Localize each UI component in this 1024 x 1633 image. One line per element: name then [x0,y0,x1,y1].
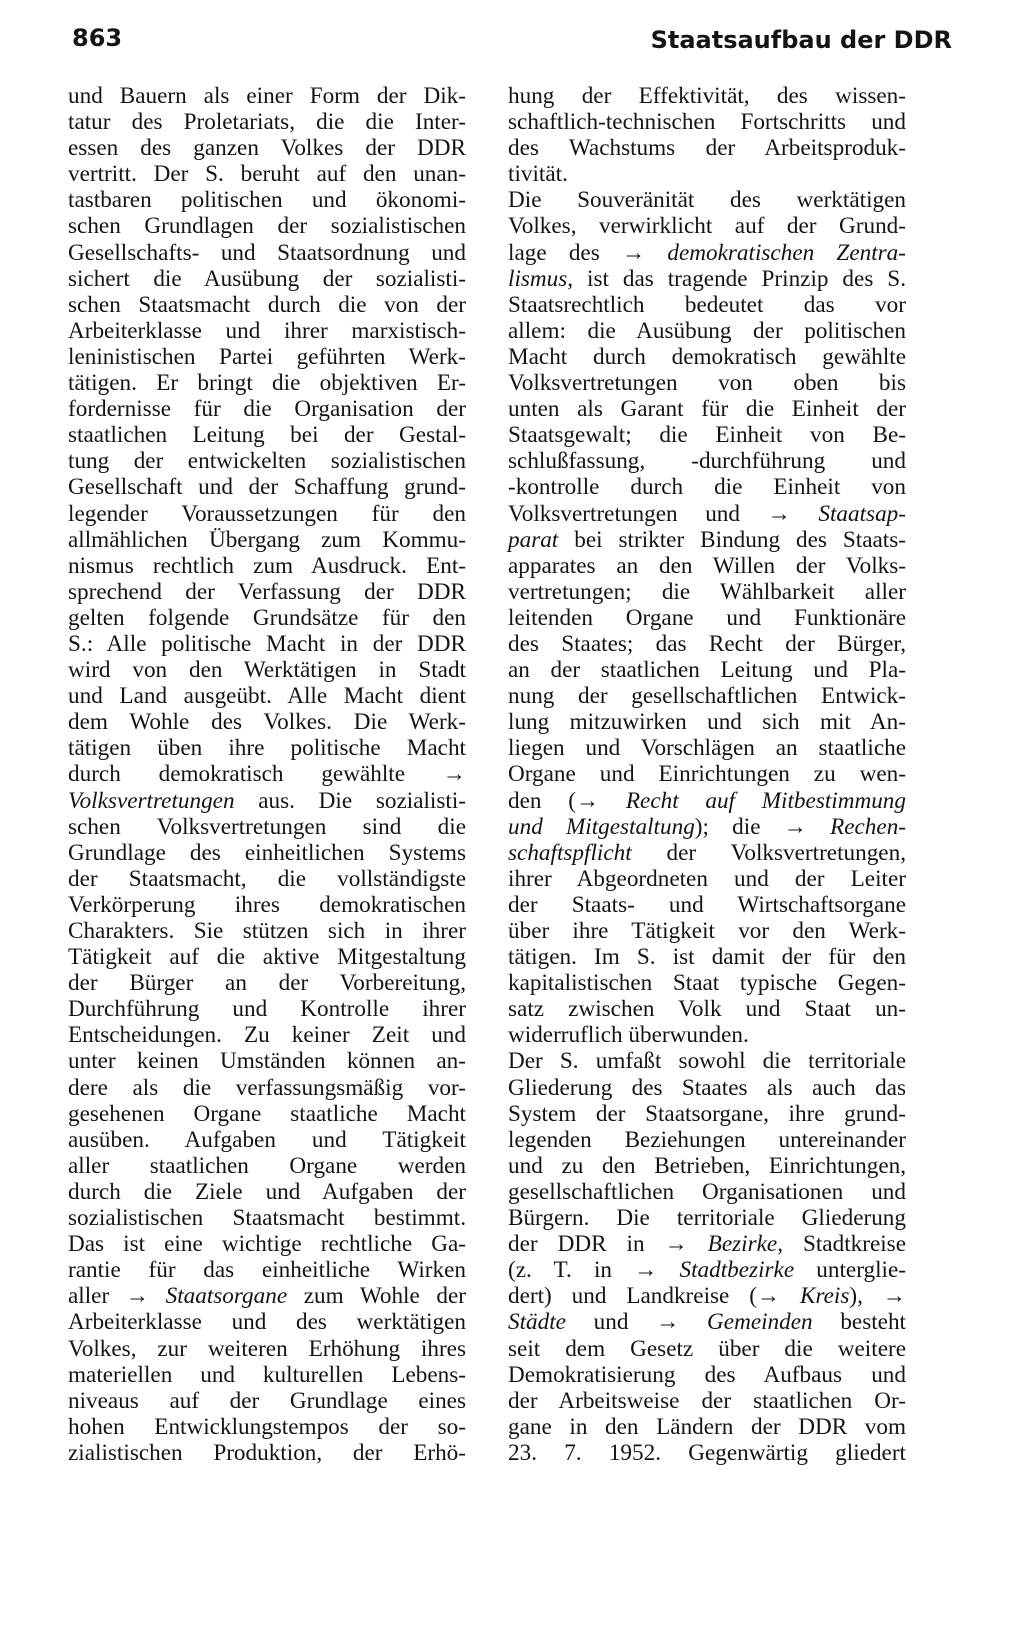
text-line: unter keinen Umständen können an- [68,1048,466,1075]
text-line: tung der entwickelten sozialistischen [68,448,466,475]
text-line: Organe und Einrichtungen zu wen- [508,761,906,788]
text-line: Städte und → Gemeinden besteht [508,1309,906,1336]
text-line: 23. 7. 1952. Gegenwärtig gliedert [508,1439,906,1466]
text-line: Verkörperung ihres demokratischen [68,891,466,918]
text-line: aller → Staatsorgane zum Wohle der [68,1283,466,1310]
text-line: Volksvertretungen aus. Die sozialisti- [68,787,466,814]
text-line: sichert die Ausübung der sozialisti- [68,265,466,292]
text-line: durch die Ziele und Aufgaben der [68,1178,466,1205]
text-line: leninistischen Partei geführten Werk- [68,343,466,370]
text-line: dere als die verfassungsmäßig vor- [68,1074,466,1101]
text-line: unten als Garant für die Einheit der [508,396,906,423]
text-line: Charakters. Sie stützen sich in ihrer [68,918,466,944]
text-line: leitenden Organe und Funktionäre [508,604,906,631]
text-line: Volkes, verwirklicht auf der Grund- [508,213,906,240]
text-line: sozialistischen Staatsmacht bestimmt. [68,1205,466,1232]
text-line: wird von den Werktätigen in Stadt [68,657,466,684]
text-line: Macht durch demokratisch gewählte [508,343,906,370]
text-line: Volksvertretungen und → Staatsap- [508,500,906,527]
text-line: an der staatlichen Leitung und Pla- [508,657,906,684]
text-line: kapitalistischen Staat typische Gegen- [508,970,906,997]
text-line: legenden Beziehungen untereinander [508,1126,906,1153]
text-line: tätigen. Er bringt die objektiven Er- [68,370,466,397]
text-line: parat bei strikter Bindung des Staats- [508,526,906,553]
text-line: und Mitgestaltung); die → Rechen- [508,813,907,840]
text-line: sprechend der Verfassung der DDR [68,578,466,605]
text-line: Demokratisierung des Aufbaus und [508,1361,906,1388]
text-line: niveaus auf der Grundlage eines [68,1387,466,1414]
text-line: nismus rechtlich zum Ausdruck. Ent- [68,552,466,579]
text-line: Arbeiterklasse und des werktätigen [68,1309,466,1336]
text-line: hung der Effektivität, des wissen- [508,83,906,109]
text-line: liegen und Vorschlägen an staatliche [508,735,906,762]
text-line: tastbaren politischen und ökonomi- [68,187,466,214]
text-line: gesellschaftlichen Organisationen und [508,1178,906,1205]
text-line: zialistischen Produktion, der Erhö- [68,1439,466,1466]
text-line: den (→ Recht auf Mitbestimmung [508,787,906,814]
text-line: lismus, ist das tragende Prinzip des S. [508,265,906,292]
text-line: allmählichen Übergang zum Kommu- [68,526,466,553]
text-line: Die Souveränität des werktätigen [508,187,906,214]
text-line: Volkes, zur weiteren Erhöhung ihres [68,1335,466,1362]
text-line: widerruflich überwunden. [508,1022,749,1049]
text-line: Bürgern. Die territoriale Gliederung [508,1205,906,1232]
text-line: S.: Alle politische Macht in der DDR [68,630,466,657]
text-line: durch demokratisch gewählte → [68,761,466,788]
text-line: apparates an den Willen der Volks- [508,552,906,579]
page-number: 863 [72,24,123,52]
text-line: materiellen und kulturellen Lebens- [68,1361,466,1388]
text-column-left [68,83,466,1466]
text-line: der Staats- und Wirtschaftsorgane [508,891,906,918]
text-line: aller staatlichen Organe werden [68,1152,466,1179]
text-line: Gesellschafts- und Staatsordnung und [68,239,466,266]
text-line: satz zwischen Volk und Staat un- [508,996,906,1023]
text-line: der DDR in → Bezirke, Stadtkreise [508,1231,906,1258]
text-line: der Arbeitsweise der staatlichen Or- [508,1387,906,1414]
text-line: über ihre Tätigkeit vor den Werk- [508,918,906,944]
text-line: lage des → demokratischen Zentra- [508,239,906,266]
text-line: gelten folgende Grundsätze für den [68,604,466,631]
text-line: schen Staatsmacht durch die von der [68,291,466,318]
text-line: Arbeiterklasse und ihrer marxistisch- [68,317,466,344]
text-line: schaftspflicht der Volksvertretungen, [508,839,906,866]
text-line: essen des ganzen Volkes der DDR [68,135,466,162]
text-line: Gesellschaft und der Schaffung grund- [68,474,466,501]
text-line: Tätigkeit auf die aktive Mitgestaltung [68,944,466,971]
text-line: Der S. umfaßt sowohl die territoriale [508,1048,906,1075]
text-line: tivität. [508,161,568,188]
running-head: Staatsaufbau der DDR [650,26,952,54]
text-line: schaftlich-technischen Fortschritts und [508,109,906,136]
text-line: hohen Entwicklungstempos der so- [68,1413,466,1440]
text-line: des Wachstums der Arbeitsproduk- [508,135,906,162]
text-line: tätigen. Im S. ist damit der für den [508,944,906,971]
text-line: ausüben. Aufgaben und Tätigkeit [68,1126,466,1153]
text-line: tatur des Proletariats, die die Inter- [68,109,466,136]
text-column-right [508,83,906,1466]
text-line: Gliederung des Staates als auch das [508,1074,906,1101]
text-line: allem: die Ausübung der politischen [508,317,906,344]
text-line: der Staatsmacht, die vollständigste [68,865,466,892]
text-line: gane in den Ländern der DDR vom [508,1413,906,1440]
text-line: -kontrolle durch die Einheit von [508,474,906,501]
text-line: und zu den Betrieben, Einrichtungen, [508,1152,906,1179]
text-line: rantie für das einheitliche Wirken [68,1257,466,1284]
text-line: Entscheidungen. Zu keiner Zeit und [68,1022,466,1049]
text-line: vertretungen; die Wählbarkeit aller [508,578,906,605]
text-line: Grundlage des einheitlichen Systems [68,839,466,866]
text-line: Volksvertretungen von oben bis [508,370,906,397]
text-line: Durchführung und Kontrolle ihrer [68,996,466,1023]
text-line: staatlichen Leitung bei der Gestal- [68,422,466,449]
text-line: dert) und Landkreise (→ Kreis), → [508,1283,906,1310]
text-line: (z. T. in → Stadtbezirke unterglie- [508,1257,906,1284]
text-line: schen Volksvertretungen sind die [68,813,466,840]
text-line: seit dem Gesetz über die weitere [508,1335,906,1362]
text-line: lung mitzuwirken und sich mit An- [508,709,906,736]
text-line: Das ist eine wichtige rechtliche Ga- [68,1231,466,1258]
text-line: legender Voraussetzungen für den [68,500,466,527]
text-line: nung der gesellschaftlichen Entwick- [508,683,906,710]
text-line: gesehenen Organe staatliche Macht [68,1100,466,1127]
text-line: System der Staatsorgane, ihre grund- [508,1100,906,1127]
text-line: schen Grundlagen der sozialistischen [68,213,466,240]
text-line: Staatsgewalt; die Einheit von Be- [508,422,906,449]
text-line: dem Wohle des Volkes. Die Werk- [68,709,466,736]
text-line: und Bauern als einer Form der Dik- [68,83,466,109]
text-line: und Land ausgeübt. Alle Macht dient [68,683,466,710]
text-line: tätigen üben ihre politische Macht [68,735,466,762]
text-line: vertritt. Der S. beruht auf den unan- [68,161,466,188]
text-line: der Bürger an der Vorbereitung, [68,970,466,997]
text-line: fordernisse für die Organisation der [68,396,466,423]
text-line: des Staates; das Recht der Bürger, [508,630,906,657]
text-line: ihrer Abgeordneten und der Leiter [508,865,906,892]
text-line: schlußfassung, -durchführung und [508,448,906,475]
text-line: Staatsrechtlich bedeutet das vor [508,291,906,318]
